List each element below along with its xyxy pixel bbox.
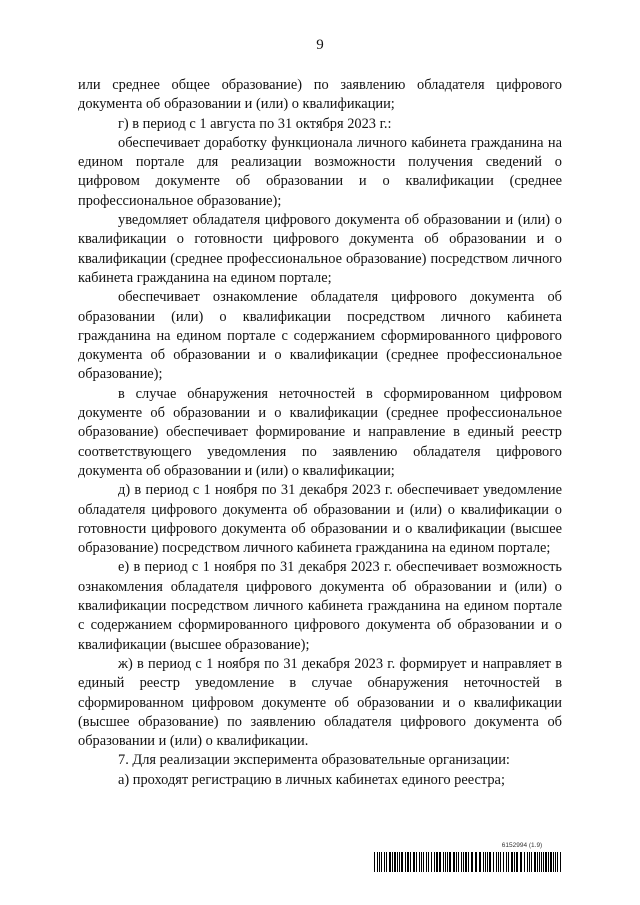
document-code: 6152994 (1.9) <box>501 842 543 849</box>
barcode <box>374 852 564 872</box>
paragraph: 7. Для реализации эксперимента образовательные организации: <box>118 752 510 769</box>
paragraph: в случае обнаружения неточностей в сформированном цифровом документе об образовании и о квалификации (среднее профессиональное образование) обеспечивает формирование и направление в единый реестр соответствующего уведомления по заявлению обладателя цифрового документа об образовании и (или) о квалификации; <box>78 385 562 479</box>
paragraph: г) в период с 1 августа по 31 октября 2023 г.: <box>118 115 392 132</box>
body-text <box>78 76 562 790</box>
paragraph: д) в период с 1 ноября по 31 декабря 2023 г. обеспечивает уведомление обладателя цифрового документа об образовании и (или) о квалификации о готовности цифрового документа об образовании и о квалификации (высшее образование) посредством личного кабинета гражданина на едином портале; <box>78 482 562 557</box>
page-number: 9 <box>316 37 324 53</box>
paragraph: е) в период с 1 ноября по 31 декабря 2023 г. обеспечивает возможность ознакомления обладателя цифрового документа об образовании и (или) о квалификации посредством личного кабинета гражданина на едином портале с содержанием сформированного цифрового документа об образовании и о квалификации (высшее образование); <box>78 559 562 653</box>
paragraph: ж) в период с 1 ноября по 31 декабря 2023 г. формирует и направляет в единый реестр уведомление в случае обнаружения неточностей в сформированном цифровом документе об образовании и о квалификации (высшее образование) по заявлению обладателя цифрового документа об образовании и (или) о квалификации. <box>78 655 562 750</box>
paragraph: обеспечивает ознакомление обладателя цифрового документа об образовании (или) о квалификации посредством личного кабинета гражданина на едином портале с содержанием сформированного цифрового документа об образовании и о квалификации (среднее профессиональное образование); <box>78 289 562 383</box>
paragraph: обеспечивает доработку функционала личного кабинета гражданина на едином портале для реализации возможности получения сведений о цифровом документе об образовании и о квалификации (среднее профессиональное образование); <box>78 134 562 209</box>
paragraph: уведомляет обладателя цифрового документа об образовании и (или) о квалификации о готовности цифрового документа об образовании и о квалификации (среднее профессиональное образование) посредством личного кабинета гражданина на едином портале; <box>78 212 562 286</box>
paragraph: а) проходят регистрацию в личных кабинетах единого реестра; <box>118 771 505 788</box>
paragraph: или среднее общее образование) по заявлению обладателя цифрового документа об образовании и (или) о квалификации; <box>78 77 562 113</box>
